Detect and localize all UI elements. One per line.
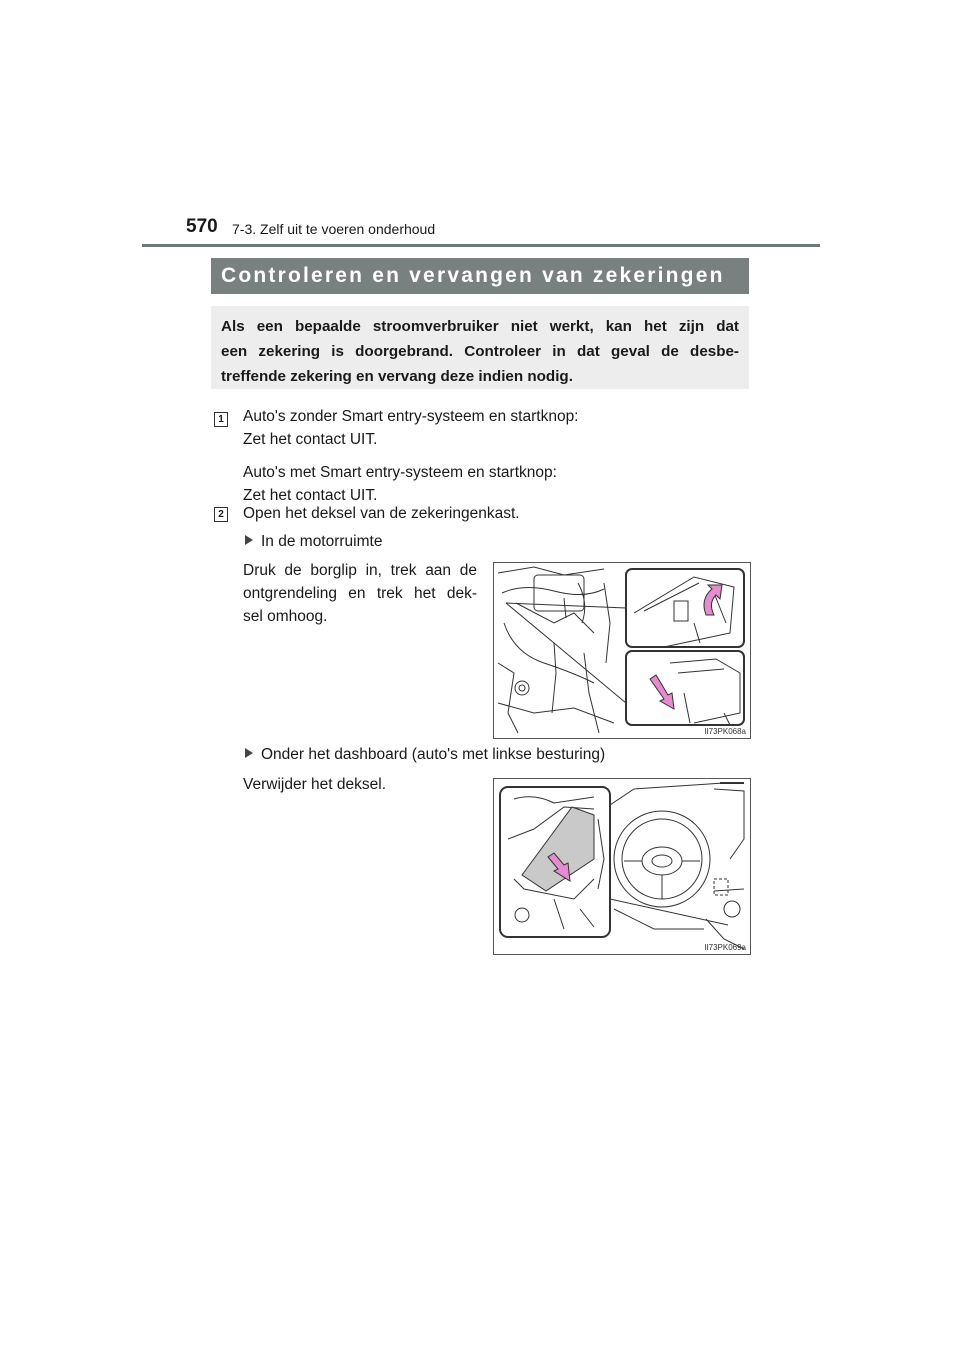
sub-heading-dashboard-label: Onder het dashboard (auto's met linkse besturing) (261, 746, 606, 763)
intro-box (211, 306, 749, 389)
triangle-bullet-icon (245, 535, 253, 545)
step-1-line-3: Auto's met Smart entry-systeem en startknop: (243, 464, 557, 481)
step-1-line-4: Zet het contact UIT. (243, 487, 378, 504)
sub-heading-engine-label: In de motorruimte (261, 533, 383, 550)
intro-line-3: treffende zekering en vervang deze indien nodig. (221, 368, 573, 385)
engine-line-3: sel omhoog. (243, 608, 328, 625)
engine-compartment-illustration (494, 563, 750, 738)
step-2-marker: 2 (214, 507, 228, 522)
figure-under-dashboard (493, 778, 751, 955)
engine-instructions (243, 559, 477, 628)
figure-dashboard-code: II73PK069a (704, 943, 746, 952)
step-1-line-1: Auto's zonder Smart entry-systeem en startknop: (243, 408, 579, 425)
dashboard-instruction: Verwijder het deksel. (243, 776, 387, 793)
engine-line-2: ontgrendeling en trek het dek- (243, 585, 477, 602)
header-rule (142, 244, 820, 247)
figure-engine-compartment (493, 562, 751, 739)
triangle-bullet-icon (245, 748, 253, 758)
step-2-text: Open het deksel van de zekeringenkast. (243, 505, 520, 522)
step-1-marker: 1 (214, 412, 228, 427)
dashboard-illustration (494, 779, 750, 954)
intro-line-2: een zekering is doorgebrand. Controleer in dat geval de desbe- (221, 343, 739, 360)
sub-heading-engine (245, 530, 382, 553)
step-1-line-2: Zet het contact UIT. (243, 431, 378, 448)
section-title: Controleren en vervangen van zekeringen (211, 258, 749, 294)
step-1-text (243, 405, 743, 507)
running-head: 7-3. Zelf uit te voeren onderhoud (232, 221, 436, 237)
page-number: 570 (186, 216, 218, 237)
engine-line-1: Druk de borglip in, trek aan de (243, 562, 477, 579)
intro-line-1: Als een bepaalde stroomverbruiker niet werkt, kan het zijn dat (221, 318, 739, 335)
figure-engine-code: II73PK068a (704, 727, 746, 736)
sub-heading-dashboard (245, 743, 605, 766)
